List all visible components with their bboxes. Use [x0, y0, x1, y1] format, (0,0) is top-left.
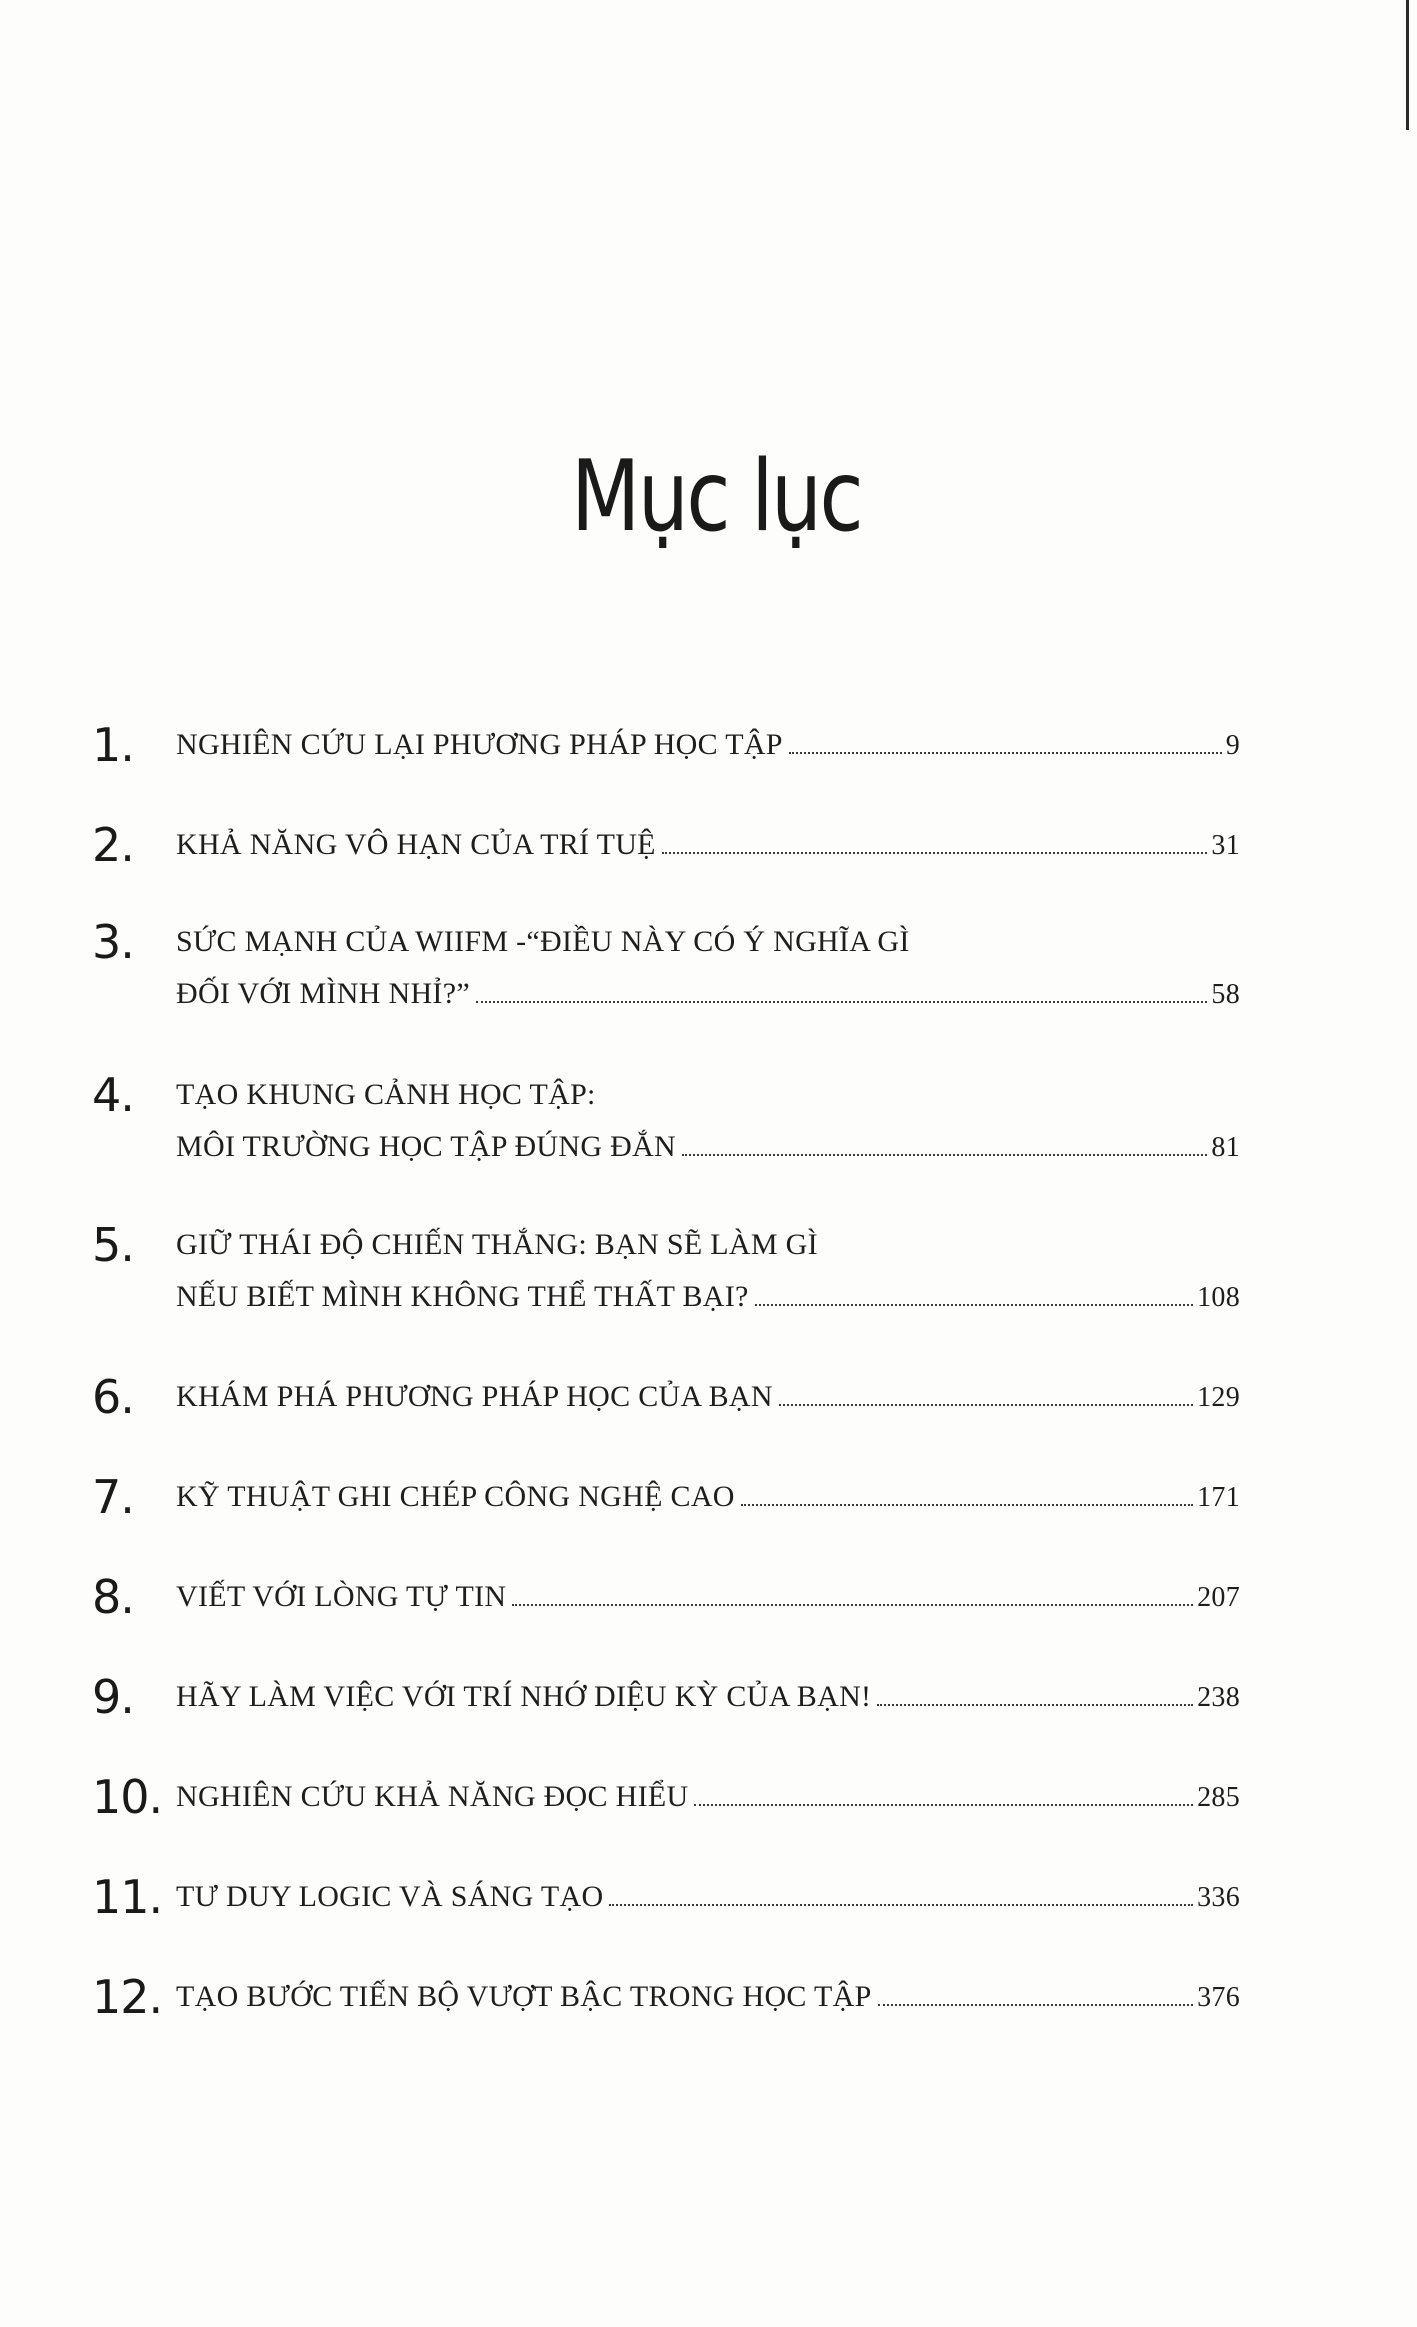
dot-leader: [694, 1802, 1193, 1806]
dot-leader: [512, 1602, 1193, 1606]
page-number: 207: [1197, 1582, 1240, 1613]
toc-line: [176, 1380, 1240, 1414]
dot-leader: [878, 2002, 1194, 2006]
chapter-title: KHÁM PHÁ PHƯƠNG PHÁP HỌC CỦA BẠN: [176, 1380, 773, 1413]
chapter-title: NGHIÊN CỨU KHẢ NĂNG ĐỌC HIỂU: [176, 1780, 689, 1813]
chapter-number: 10.: [92, 1770, 163, 1824]
chapter-title: VIẾT VỚI LÒNG TỰ TIN: [176, 1580, 507, 1613]
toc-line: [176, 1078, 1240, 1112]
toc-line: [176, 1280, 1240, 1314]
page-edge-line: [1406, 0, 1409, 130]
chapter-title-continued: MÔI TRƯỜNG HỌC TẬP ĐÚNG ĐẮN: [176, 1130, 677, 1163]
chapter-number: 5.: [92, 1218, 134, 1272]
toc-line: [176, 925, 1240, 959]
toc-line: [176, 1680, 1240, 1714]
toc-line: [176, 728, 1240, 762]
chapter-number: 3.: [92, 915, 134, 969]
toc-line: [176, 1580, 1240, 1614]
dot-leader: [609, 1902, 1193, 1906]
page-number: 108: [1197, 1282, 1240, 1313]
toc-line: [176, 1980, 1240, 2014]
chapter-number: 6.: [92, 1370, 134, 1424]
chapter-number: 4.: [92, 1068, 134, 1122]
chapter-number: 2.: [92, 818, 134, 872]
page-number: 285: [1197, 1782, 1240, 1813]
chapter-number: 11.: [92, 1870, 163, 1924]
toc-line: [176, 1880, 1240, 1914]
chapter-title: TẠO BƯỚC TIẾN BỘ VƯỢT BẬC TRONG HỌC TẬP: [176, 1980, 872, 2013]
chapter-title: TẠO KHUNG CẢNH HỌC TẬP:: [176, 1078, 596, 1111]
page-number: 376: [1197, 1982, 1240, 2013]
page-number: 31: [1211, 830, 1240, 861]
toc-line: [176, 1480, 1240, 1514]
chapter-title: NGHIÊN CỨU LẠI PHƯƠNG PHÁP HỌC TẬP: [176, 728, 783, 761]
dot-leader: [779, 1402, 1193, 1406]
chapter-title-continued: ĐỐI VỚI MÌNH NHỈ?”: [176, 977, 470, 1010]
chapter-title: KHẢ NĂNG VÔ HẠN CỦA TRÍ TUỆ: [176, 828, 656, 861]
chapter-title-continued: NẾU BIẾT MÌNH KHÔNG THỂ THẤT BẠI?: [176, 1280, 749, 1313]
page-number: 81: [1211, 1132, 1240, 1163]
chapter-title: KỸ THUẬT GHI CHÉP CÔNG NGHỆ CAO: [176, 1480, 735, 1513]
chapter-number: 8.: [92, 1570, 134, 1624]
page-title: Mục lục: [571, 440, 862, 554]
toc-line: [176, 1780, 1240, 1814]
chapter-title: SỨC MẠNH CỦA WIIFM -“ĐIỀU NÀY CÓ Ý NGHĨA GÌ: [176, 925, 910, 958]
dot-leader: [682, 1152, 1207, 1156]
page-number: 336: [1197, 1882, 1240, 1913]
page-number: 58: [1211, 979, 1240, 1010]
toc-line: [176, 1228, 1240, 1262]
dot-leader: [789, 750, 1222, 754]
dot-leader: [476, 999, 1207, 1003]
dot-leader: [877, 1702, 1193, 1706]
toc-line: [176, 1130, 1240, 1164]
chapter-title: TƯ DUY LOGIC VÀ SÁNG TẠO: [176, 1880, 604, 1913]
page-number: 129: [1197, 1382, 1240, 1413]
page-number: 238: [1197, 1682, 1240, 1713]
chapter-number: 9.: [92, 1670, 134, 1724]
chapter-number: 12.: [92, 1970, 163, 2024]
dot-leader: [741, 1502, 1193, 1506]
chapter-number: 7.: [92, 1470, 134, 1524]
page-number: 171: [1197, 1482, 1240, 1513]
dot-leader: [755, 1302, 1193, 1306]
toc-line: [176, 977, 1240, 1011]
dot-leader: [662, 850, 1208, 854]
chapter-title: GIỮ THÁI ĐỘ CHIẾN THẮNG: BẠN SẼ LÀM GÌ: [176, 1228, 818, 1261]
chapter-number: 1.: [92, 718, 134, 772]
toc-line: [176, 828, 1240, 862]
page-number: 9: [1225, 730, 1240, 761]
chapter-title: HÃY LÀM VIỆC VỚI TRÍ NHỚ DIỆU KỲ CỦA BẠN!: [176, 1680, 872, 1713]
